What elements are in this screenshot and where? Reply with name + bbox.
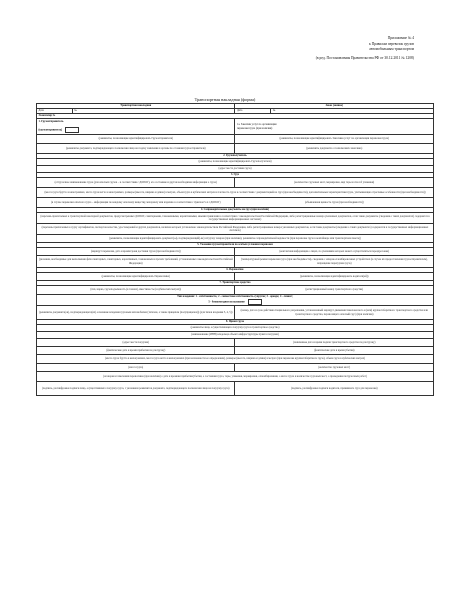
section-5-title: 5. Указания грузоотправителя по особым условиям перевозки (37, 243, 434, 248)
ownership-types-2: 5 - безвозмездное пользование (208, 300, 245, 304)
carrier-remarks-note: (оговорки и замечания перевозчика (при наличии) о дате и времени прибытия/убытия, о состоянии груза, тары, упаковки, маркировки, опломбирования, о массе груза и количестве грузовых мест, о проведении погрузочных работ) (37, 372, 434, 382)
copy-number-label: Экземпляр № (37, 114, 434, 119)
ownership-box[interactable] (248, 299, 262, 305)
appendix-decree: (в ред. Постановления Правительства РФ от 30.12.2011 № 1208) (315, 55, 414, 60)
cargo-name-note: (отгрузочное наименование груза (для опасных грузов – в соответствии с ДОПОГ), его состояние и другая необходимая информация о грузе) (37, 178, 235, 188)
shipper-sub: (грузоотправитель) (38, 128, 63, 132)
section-2-title: 2. Грузополучатель (37, 154, 434, 159)
cargo-places-note: (количество грузовых мест, маркировка, вид тары и способ упаковки) (235, 178, 434, 188)
shipper-cell (37, 119, 235, 135)
shipper-box[interactable] (65, 127, 79, 133)
cargo-places-label: (количество грузовых мест) (235, 364, 434, 372)
dangerous-cargo-note: (в случае перевозки опасного груза – информация по каждому опасному веществу, материалу или изделию в соответствии с пунктом 5.4.1 ДОПОГ) (37, 198, 235, 208)
customer-sub: перевозки груза (при наличии) (236, 126, 273, 130)
order-head: Заказ (заявка) (235, 104, 434, 109)
ownership-type-cell (37, 295, 434, 306)
section-4-title: 4. Сопроводительные документы на груз (при наличии) (37, 208, 434, 213)
ownership-types: Тип владения: 1 - собственность; 2 - совместная собственность супругов; 3 - аренда; 4 - лизинг; (177, 295, 293, 299)
declared-value-note: (объявленная ценность груза (при необходимости)) (235, 198, 434, 208)
vehicle-reg-note: (регистрационный номер транспортного средства) (235, 286, 434, 295)
documents-note-2: (перечень прилагаемых к грузу сертификатов, паспортов качества, удостоверений и других документов, наличие которых установлено законодательством Российской Федерации, либо регистрационные номера указанных документов, если такие документы (сведения о таких документах) содержатся в государственных информационных системах) (37, 224, 434, 235)
loader-note: (реквизиты лица, осуществляющего погрузку груза в транспортное средство) (37, 325, 434, 332)
temperature-note: (температурный режим перевозки груза (при необходимости), сведения о запорно-пломбировочных устройствах (в случае их предоставления грузоотправителем), запрещение перегрузки груза) (235, 256, 434, 268)
loader-signature-note: (подпись, расшифровка подписи лица, осуществившего погрузку груза, с указанием реквизитов документа, подтверждающего полномочия лица на погрузку груза) (37, 382, 235, 396)
customer-cell (235, 119, 434, 135)
delivery-address-note: (адрес места доставки груза) (37, 166, 434, 173)
order-date-label: Дата (235, 109, 271, 114)
requirements-note: (указания, необходимые для выполнения фитосанитарных, санитарных, карантинных, таможенных и прочих требований, установленных законодательством Российской Федерации) (37, 256, 235, 268)
cargo-mass-label: (масса груза) (37, 364, 235, 372)
shipper-sign-note: (реквизиты документа, подтверждающего полномочия лица на подачу заявления в органы по от имени грузоотправителя) (37, 144, 235, 154)
cargo-mass-note: (масса груза брутто в килограммах, масса груза нетто в килограммах, размеры (высота, ширина и длина) в метрах, объем груза в кубических метрах и плотность груза в соответствии с документацией на груз (при необходимости), дополнительные характеристики груза, учитывающие отраслевые особенности (при необходимости)) (37, 188, 434, 198)
infrastructure-owner-note: (наименование (ИНН) владельца объекта инфраструктуры пункта погрузки) (37, 332, 434, 339)
ownership-basis-note: (реквизиты документа(ов), подтверждающего(их) основание владения грузовым автомобилем (тягачом, а также прицепом (полуприцепом)) (для типов владения 3, 4, 5)) (37, 306, 235, 320)
consignee-note: (реквизиты, позволяющие идентифицировать Грузополучателя) (37, 159, 434, 166)
actual-departure-note: (фактические дата и время убытия) (235, 347, 434, 355)
redirect-contact-note: (контактная информация о лицах, по указаниям которых может осуществляться переадресовка) (235, 248, 434, 256)
carrier-note: (реквизиты, позволяющие идентифицировать Перевозчика) (37, 273, 235, 281)
appendix-line2: автомобильным транспортом (369, 47, 414, 52)
section-8-title: 8. Прием груза (37, 320, 434, 325)
driver-signature-note: (подпись, расшифровка подписи водителя, принявшего груз для перевозки) (235, 382, 434, 396)
actual-arrival-note: (фактические дата и время прибытия под погрузку) (37, 347, 235, 355)
appendix-header (254, 36, 414, 61)
appendix-line1: к Правилам перевозок грузов (369, 41, 414, 46)
special-permit-note: (номер, дата и срок действия специального разрешения, установленный маршрут движения тяжеловесного и (или) крупногабаритного транспортного средства или транспортного средства, перевозящего опасный груз) (при наличии) (235, 306, 434, 320)
documents-note-1: (перечень прилагаемых к транспортной накладной документов, предусмотренных ДОПОГ, санитарными, таможенными, карантинными, иными правилами в соответствии с законодательством Российской Федерации, либо регистрационные номера указанных документов, если такие документы (сведения о таких документах) содержатся в государственных информационных системах) (37, 213, 434, 224)
order-number-label: № (271, 109, 434, 114)
section-7-title: 7. Транспортное средство (37, 281, 434, 286)
shipper-note: (реквизиты, позволяющие идентифицировать Грузоотправителя) (37, 135, 235, 144)
section-3-title: 3. Груз (37, 173, 434, 178)
loaded-mass-note: (масса груза брутто в килограммах, масса груза нетто в килограммах (при возможности ее определения), размеры (высота, ширина и длина) в метрах (при перевозке крупногабаритного груза), объем груза в кубических метрах) (37, 355, 434, 364)
vehicle-type-note: (тип, марка, грузоподъемность (в тоннах), вместимость (в кубических метрах)) (37, 286, 235, 295)
driver-note: (реквизиты, позволяющие идентифицировать водителя(ей)) (235, 273, 434, 281)
shipper-title: 1. Грузоотправитель (38, 120, 64, 124)
appendix-number: Приложение № 4 (387, 36, 414, 40)
loading-address-note: (адрес места погрузки) (37, 339, 235, 347)
date-label: Дата (37, 109, 73, 114)
customer-note: (реквизиты, позволяющие идентифицировать Заказчика услуг по организации перевозки груза) (235, 135, 434, 144)
consignment-note-table (36, 103, 434, 396)
customer-title: 1а. Заказчик услуг по организации (236, 123, 277, 127)
customer-sign-note: (реквизиты документа о полномочиях заказчика) (235, 144, 434, 154)
form-title: Транспортная накладная (форма) (194, 97, 256, 102)
declared-arrival-note: (заявленные дата и время подачи транспортного средства под погрузку) (235, 339, 434, 347)
section-6-title: 6. Перевозчик (37, 268, 434, 273)
number-label: № (72, 109, 235, 114)
note-head: Транспортная накладная (37, 104, 235, 109)
documents-note-3: (реквизиты, позволяющие идентифицировать документ(-ы), подтверждающий(-ие) отгрузку товаров (при наличии), реквизиты сопроводительной ведомости (при перевозке груза в контейнере или транспортном пакете)) (37, 235, 434, 243)
route-note: (маршрут перевозки, дата и время/сроки доставки груза (при необходимости)) (37, 248, 235, 256)
